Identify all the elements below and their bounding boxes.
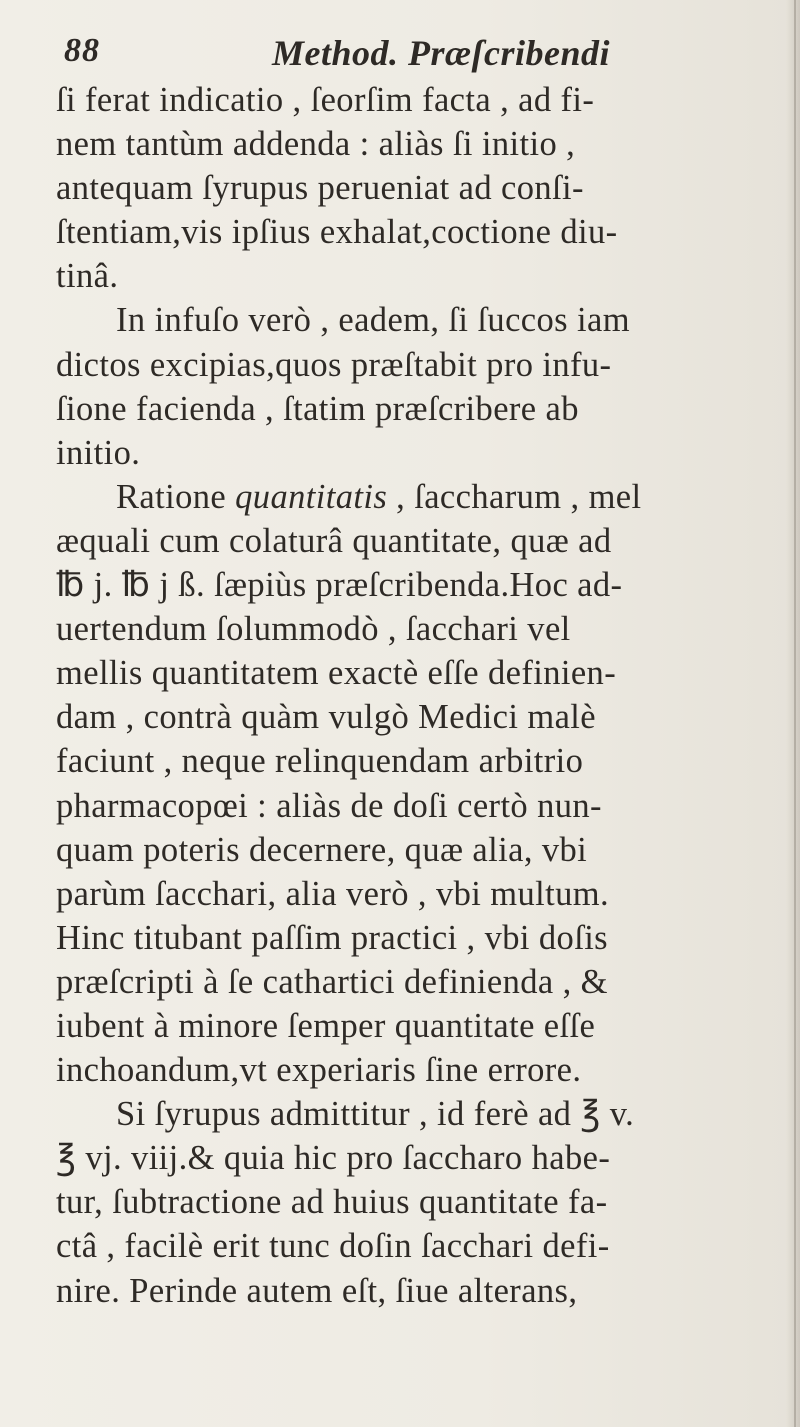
italic-word: quantitatis [235, 477, 388, 516]
text-line: dam , contrà quàm vulgò Medici malè [56, 698, 596, 737]
text-line: uertendum ſolummodò , ſacchari vel [56, 610, 571, 649]
text-line: nem tantùm addenda : aliàs ſi initio , [56, 125, 576, 164]
text-line: faciunt , neque relinquendam arbitrio [56, 742, 584, 781]
text-line: pharmacopœi : aliàs de doſi certò nun- [56, 786, 602, 825]
text-line: ℔ j. ℔ j ß. ſæpiùs præſcribenda.Hoc ad- [56, 566, 623, 605]
page-edge-line [794, 0, 796, 1427]
text-line: ſtentiam,vis ipſius exhalat,coctione diu- [56, 213, 618, 252]
text-line: ſione facienda , ſtatim præſcribere ab [56, 389, 579, 428]
body-text [56, 78, 758, 1313]
text-line: æquali cum colaturâ quantitate, quæ ad [56, 521, 612, 560]
page-number: 88 [64, 32, 100, 69]
text-line: In infuſo verò , eadem, ſi ſuccos iam [116, 301, 630, 340]
text-line: nire. Perinde autem eſt, ſiue alterans, [56, 1271, 578, 1310]
text-line: ſi ferat indicatio , ſeorſim facta , ad fi- [56, 81, 595, 119]
text-segment: Ratione [116, 477, 236, 516]
text-line: præſcripti à ſe cathartici definienda , & [56, 962, 608, 1001]
text-line: iubent à minore ſemper quantitate eſſe [56, 1006, 596, 1045]
text-line: tinâ. [56, 257, 119, 296]
page-edge-shadow [786, 0, 800, 1427]
text-line: ctâ , facilè erit tunc doſin ſacchari defi- [56, 1227, 610, 1266]
text-line: antequam ſyrupus perueniat ad conſi- [56, 169, 584, 208]
text-line: quam poteris decernere, quæ alia, vbi [56, 830, 588, 869]
text-line: Si ſyrupus admittitur , id ferè ad ℥ v. [116, 1095, 635, 1134]
text-line: initio. [56, 433, 141, 472]
text-line: inchoandum,vt experiaris ſine errore. [56, 1051, 582, 1090]
text-segment: , ſaccharum , mel [387, 477, 642, 516]
text-line: Hinc titubant paſſim practici , vbi doſis [56, 918, 609, 957]
text-line: ℥ vj. viij.& quia hic pro ſaccharo habe- [56, 1139, 611, 1178]
text-line: mellis quantitatem exactè eſſe definien- [56, 654, 617, 693]
text-line: tur, ſubtractione ad huius quantitate fa- [56, 1183, 608, 1222]
text-line [56, 475, 758, 519]
page-header [64, 32, 758, 76]
running-title: Method. Præſcribendi [272, 33, 610, 73]
text-line: dictos excipias,quos præſtabit pro infu- [56, 345, 612, 384]
text-line: parùm ſacchari, alia verò , vbi multum. [56, 874, 610, 913]
